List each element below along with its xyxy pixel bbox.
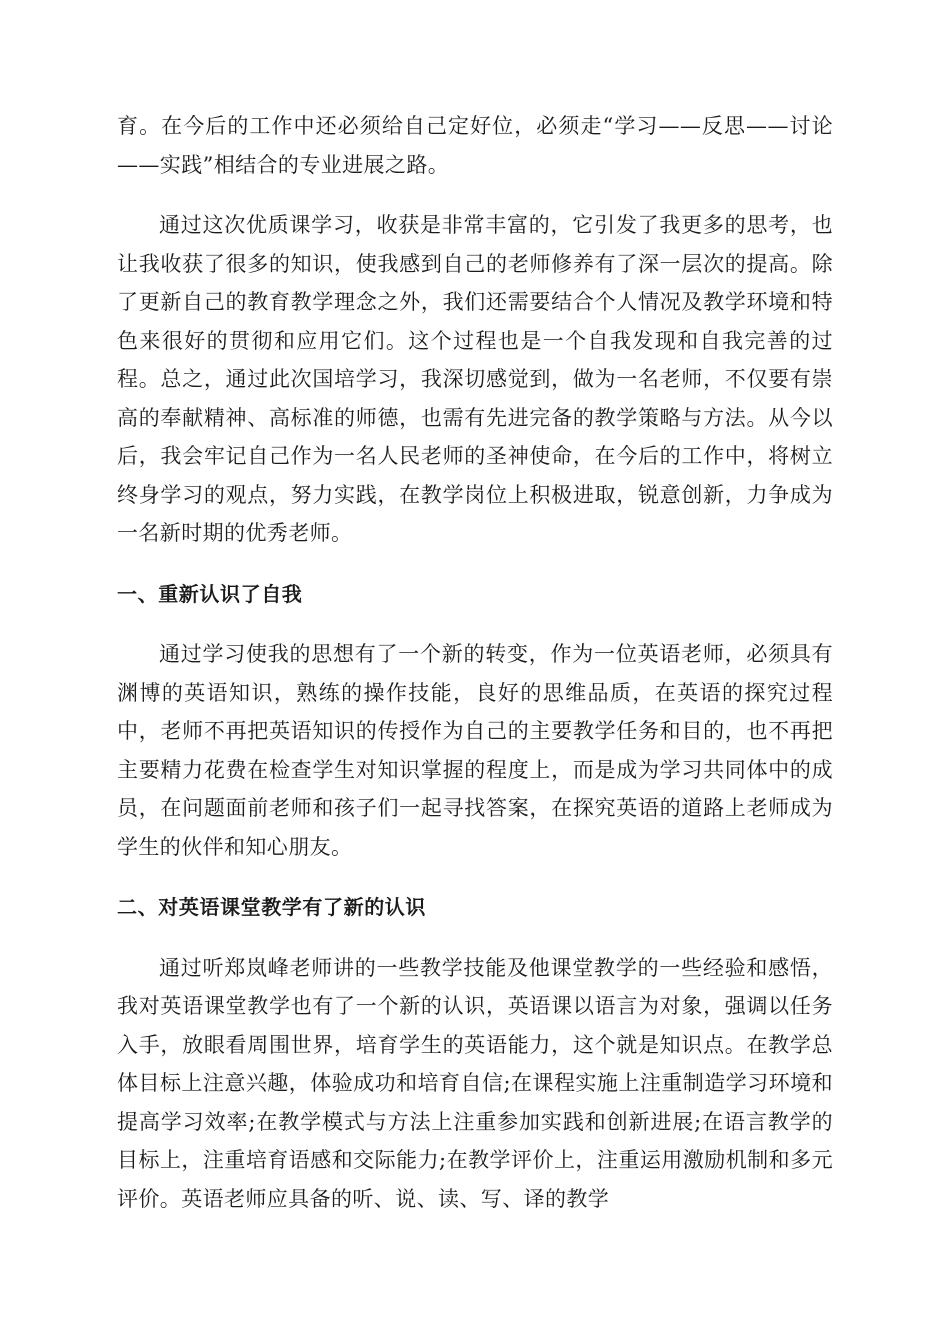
section-heading-2: 二、对英语课堂教学有了新的认识 bbox=[117, 895, 426, 919]
paragraph-continuation: 育。在今后的工作中还必须给自己定好位，必须走“学习——反思——讨论——实践”相结合的专业进展之路。 bbox=[117, 114, 833, 177]
section-heading-1: 一、重新认识了自我 bbox=[117, 581, 303, 606]
paragraph-summary: 通过这次优质课学习，收获是非常丰富的，它引发了我更多的思考，也让我收获了很多的知识，使我感到自己的老师修养有了深一层次的提高。除了更新自己的教育教学理念之外，我们还需要结合个人情况及教学环境和特色来很好的贯彻和应用它们。这个过程也是一个自我发现和自我完善的过程。总之，通过此次国培学习，我深切感觉到，做为一名老师，不仅要有崇高的奉献精神、高标准的师德，也需有先进完备的教学策略与方法。从今以后，我会牢记自己作为一名人民老师的圣神使命，在今后的工作中，将树立终身学习的观点，努力实践，在教学岗位上积极进取，锐意创新，力争成为一名新时期的优秀老师。 bbox=[117, 213, 833, 545]
document-page bbox=[117, 107, 833, 1218]
paragraph-section-1: 通过学习使我的思想有了一个新的转变，作为一位英语老师，必须具有渊博的英语知识，熟练的操作技能，良好的思维品质，在英语的探究过程中，老师不再把英语知识的传授作为自己的主要教学任务和目的，也不再把主要精力花费在检查学生对知识掌握的程度上，而是成为学习共同体中的成员，在问题面前老师和孩子们一起寻找答案，在探究英语的道路上老师成为学生的伙伴和知心朋友。 bbox=[117, 642, 833, 859]
paragraph-section-2: 通过听郑岚峰老师讲的一些教学技能及他课堂教学的一些经验和感悟，我对英语课堂教学也有了一个新的认识，英语课以语言为对象，强调以任务入手，放眼看周围世界，培育学生的英语能力，这个就是知识点。在教学总体目标上注意兴趣，体验成功和培育自信;在课程实施上注重制造学习环境和提高学习效率;在教学模式与方法上注重参加实践和创新进展;在语言教学的目标上，注重培育语感和交际能力;在教学评价上，注重运用激励机制和多元评价。英语老师应具备的听、说、读、写、译的教学 bbox=[117, 955, 833, 1211]
